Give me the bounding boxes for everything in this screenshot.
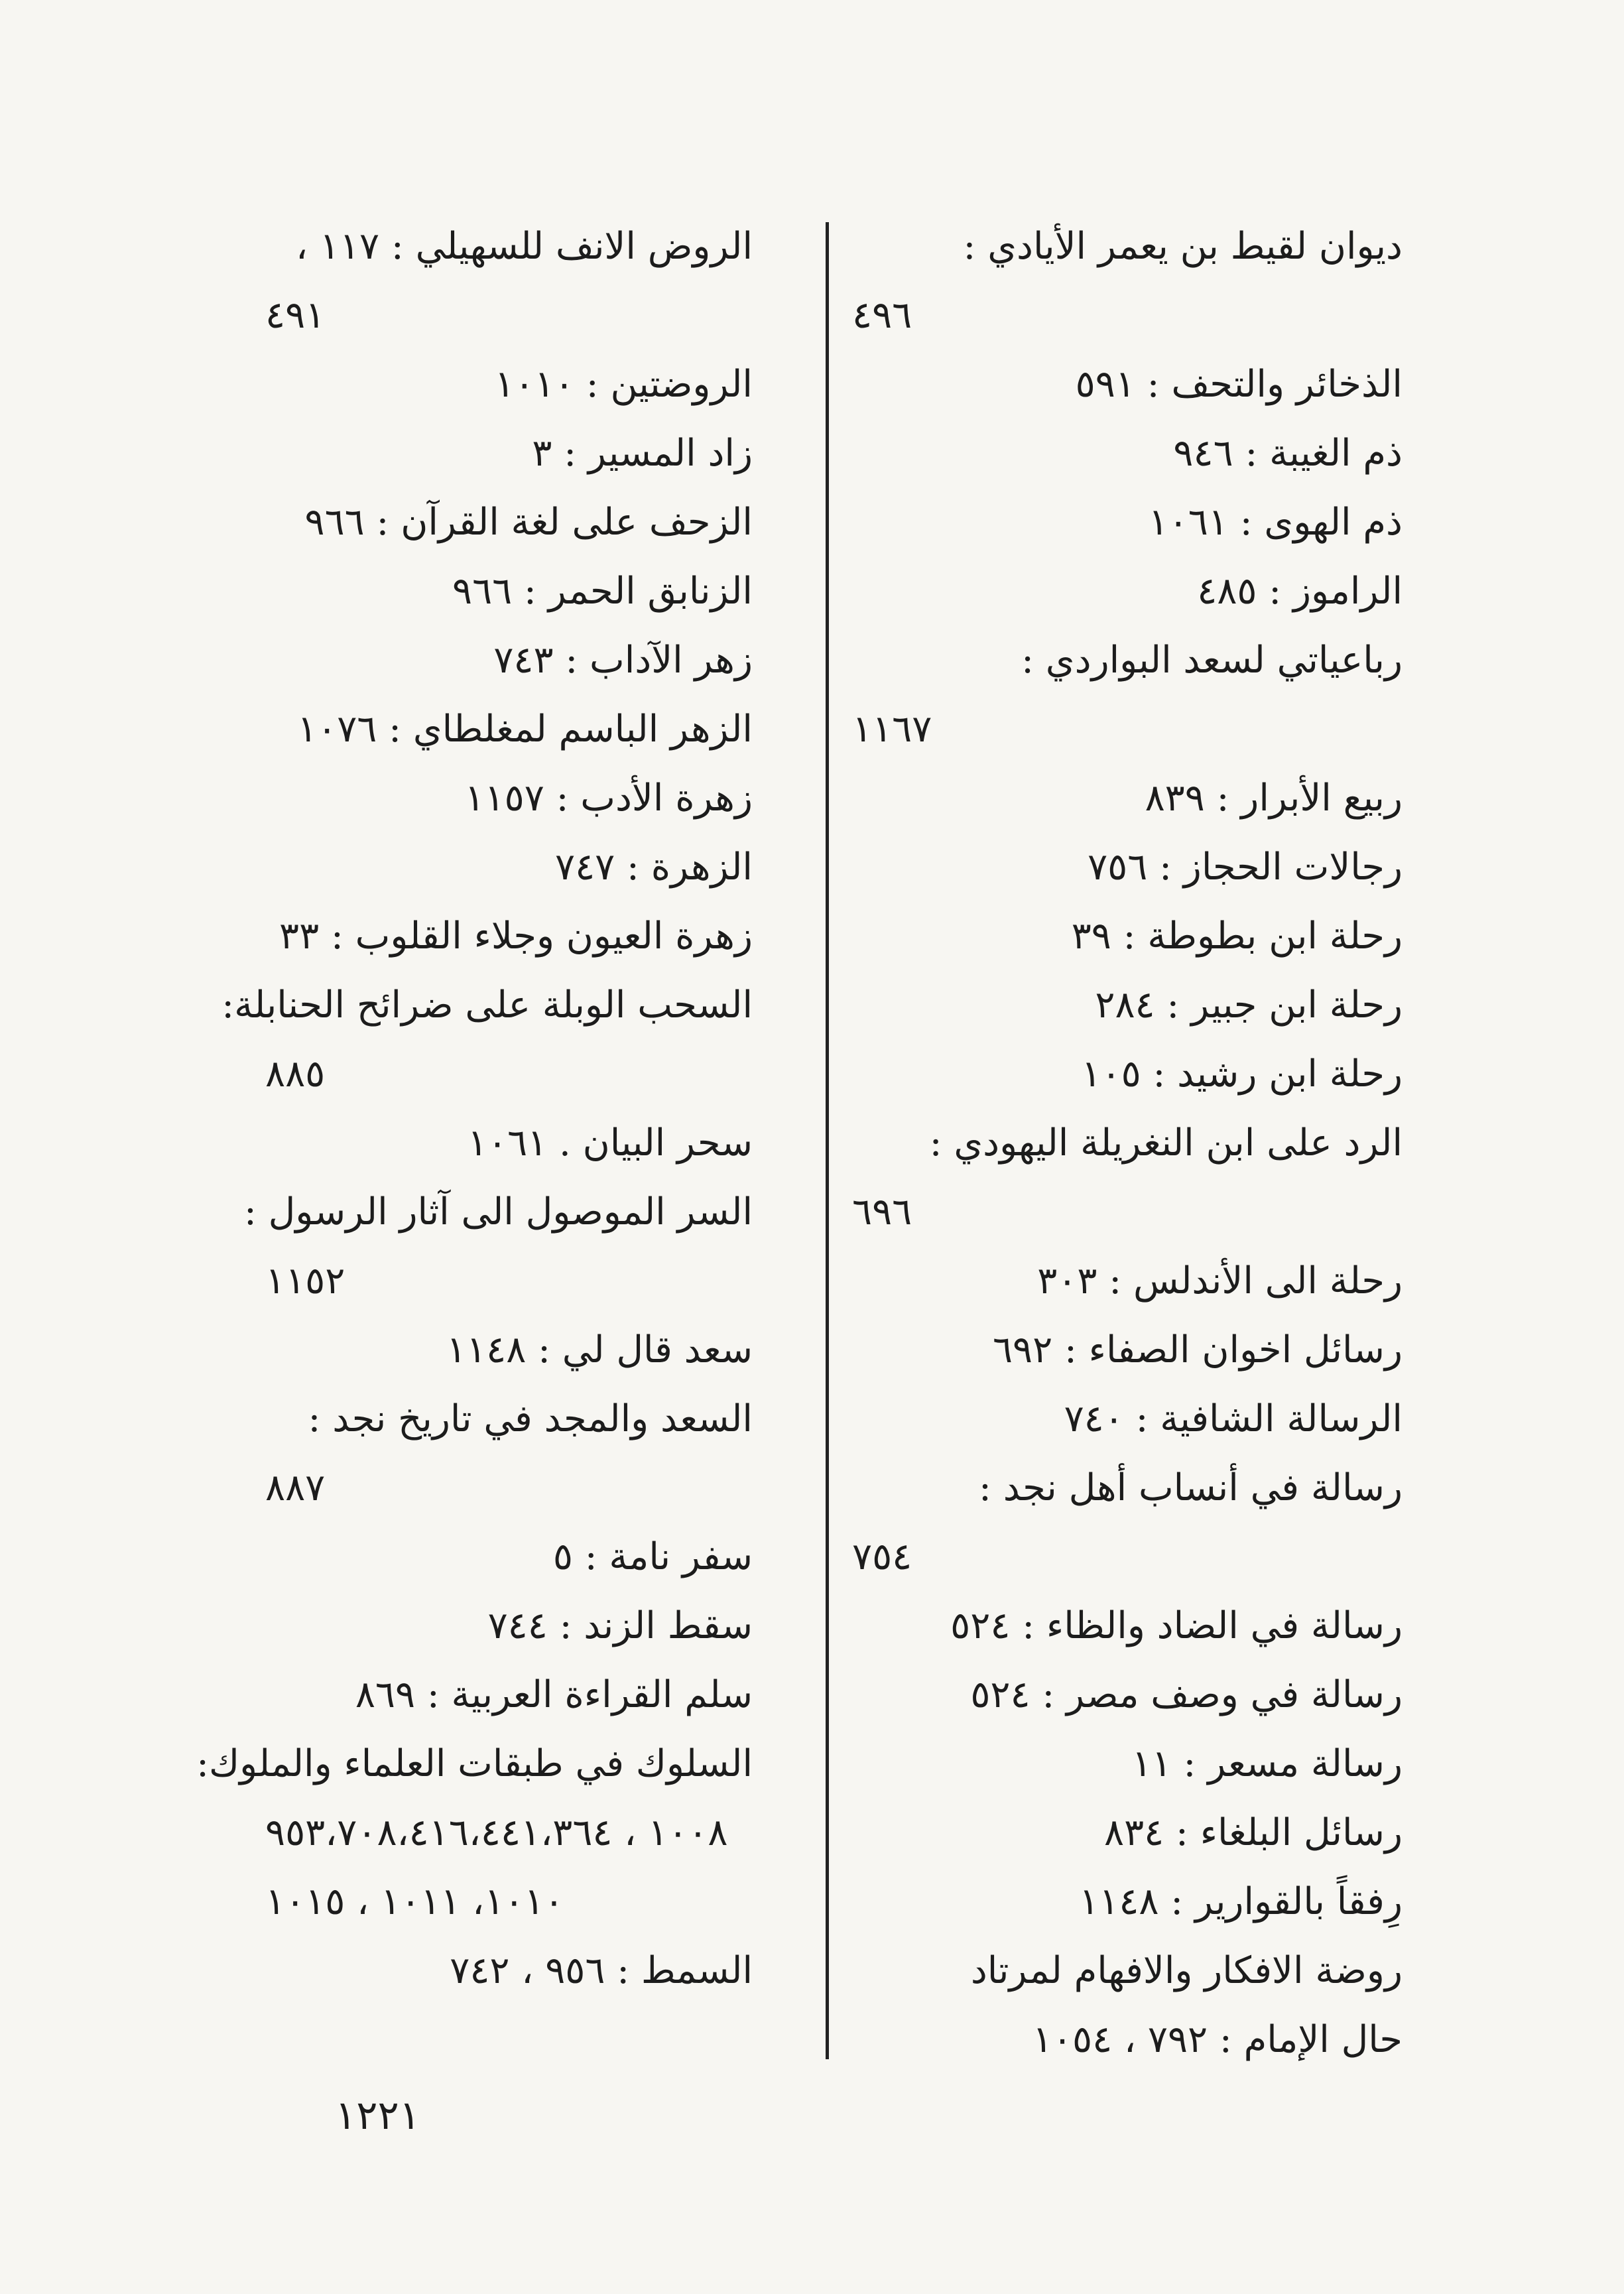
index-entry: الزنابق الحمر : ٩٦٦: [452, 570, 753, 613]
index-entry: رجالات الحجاز : ٧٥٦: [1088, 846, 1403, 889]
index-entry: السر الموصول الى آثار الرسول :: [243, 1190, 753, 1234]
index-entry: زاد المسير : ٣: [532, 432, 753, 475]
index-entry: السمط : ٩٥٦ ، ٧٤٢: [450, 1949, 753, 1992]
index-entry: الروض الانف للسهيلي : ١١٧ ،: [296, 225, 753, 268]
index-entry: رحلة ابن رشيد : ١٠٥: [1081, 1052, 1403, 1096]
index-entry: رسالة مسعر : ١١: [1131, 1742, 1403, 1785]
index-entry: الرد على ابن النغريلة اليهودي :: [929, 1121, 1403, 1165]
index-entry: رحلة ابن جبير : ٢٨٤: [1095, 984, 1403, 1027]
index-entry: رحلة الى الأندلس : ٣٠٣: [1037, 1259, 1403, 1303]
index-entry: السلوك في طبقات العلماء والملوك:: [196, 1742, 753, 1785]
index-entry: الراموز : ٤٨٥: [1197, 570, 1403, 613]
index-entry: رسالة في الضاد والظاء : ٥٢٤: [950, 1604, 1403, 1647]
index-entry: الرسالة الشافية : ٧٤٠: [1064, 1397, 1403, 1440]
index-entry: رباعياتي لسعد البواردي :: [1021, 639, 1403, 682]
index-entry: الروضتين : ١٠١٠: [494, 363, 753, 406]
index-entry: زهرة العيون وجلاء القلوب : ٣٣: [279, 915, 753, 958]
index-entry: ١١٦٧: [852, 708, 932, 751]
index-entry: سحر البيان . ١٠٦١: [467, 1121, 753, 1165]
index-entry: ١١٥٢: [265, 1259, 345, 1303]
index-entry: ٧٥٤: [852, 1535, 912, 1578]
index-entry: ٨٨٥: [265, 1052, 326, 1096]
index-entry: رِفقاً بالقوارير : ١١٤٨: [1079, 1880, 1403, 1923]
index-entry: ١٠١٠، ١٠١١ ، ١٠١٥: [265, 1880, 564, 1923]
index-entry: سلم القراءة العربية : ٨٦٩: [355, 1673, 753, 1716]
column-divider: [826, 222, 829, 2059]
index-entry: ٤٩٦: [852, 294, 912, 337]
index-entry: الزحف على لغة القرآن : ٩٦٦: [304, 501, 753, 544]
index-entry: رسائل البلغاء : ٨٣٤: [1104, 1811, 1403, 1854]
index-entry: سعد قال لي : ١١٤٨: [446, 1328, 753, 1371]
index-entry: رسالة في وصف مصر : ٥٢٤: [970, 1673, 1403, 1716]
index-entry: سقط الزند : ٧٤٤: [487, 1604, 753, 1647]
index-entry: ٤٩١: [265, 294, 326, 337]
index-entry: الزهرة : ٧٤٧: [555, 846, 753, 889]
index-entry: ربيع الأبرار : ٨٣٩: [1145, 777, 1403, 820]
index-entry: ذم الهوى : ١٠٦١: [1148, 501, 1403, 544]
index-entry: الزهر الباسم لمغلطاي : ١٠٧٦: [297, 708, 753, 751]
index-entry: ١٠٠٨ ، ٩٥٣،٧٠٨،٤١٦،٤٤١،٣٦٤: [265, 1811, 728, 1854]
index-entry: حال الإمام : ٧٩٢ ، ١٠٥٤: [1032, 2018, 1403, 2061]
index-entry: ٨٨٧: [265, 1466, 326, 1509]
index-entry: ديوان لقيط بن يعمر الأيادي :: [963, 225, 1403, 268]
index-entry: ٦٩٦: [852, 1190, 912, 1234]
index-entry: رسائل اخوان الصفاء : ٦٩٢: [992, 1328, 1403, 1371]
index-column-right: [852, 212, 1403, 2074]
index-column-left: [196, 212, 753, 2006]
page-number: ١٢٢١: [335, 2092, 420, 2139]
index-entry: السعد والمجد في تاريخ نجد :: [308, 1397, 753, 1440]
index-entry: ذم الغيبة : ٩٤٦: [1173, 432, 1403, 475]
index-entry: روضة الافكار والافهام لمرتاد: [970, 1949, 1403, 1992]
index-entry: السحب الوبلة على ضرائح الحنابلة:: [221, 984, 753, 1027]
index-entry: زهرة الأدب : ١١٥٧: [464, 777, 753, 820]
index-entry: زهر الآداب : ٧٤٣: [493, 639, 753, 682]
index-entry: رحلة ابن بطوطة : ٣٩: [1071, 915, 1403, 958]
index-entry: رسالة في أنساب أهل نجد :: [979, 1466, 1403, 1509]
index-entry: سفر نامة : ٥: [552, 1535, 753, 1578]
index-entry: الذخائر والتحف : ٥٩١: [1075, 363, 1403, 406]
